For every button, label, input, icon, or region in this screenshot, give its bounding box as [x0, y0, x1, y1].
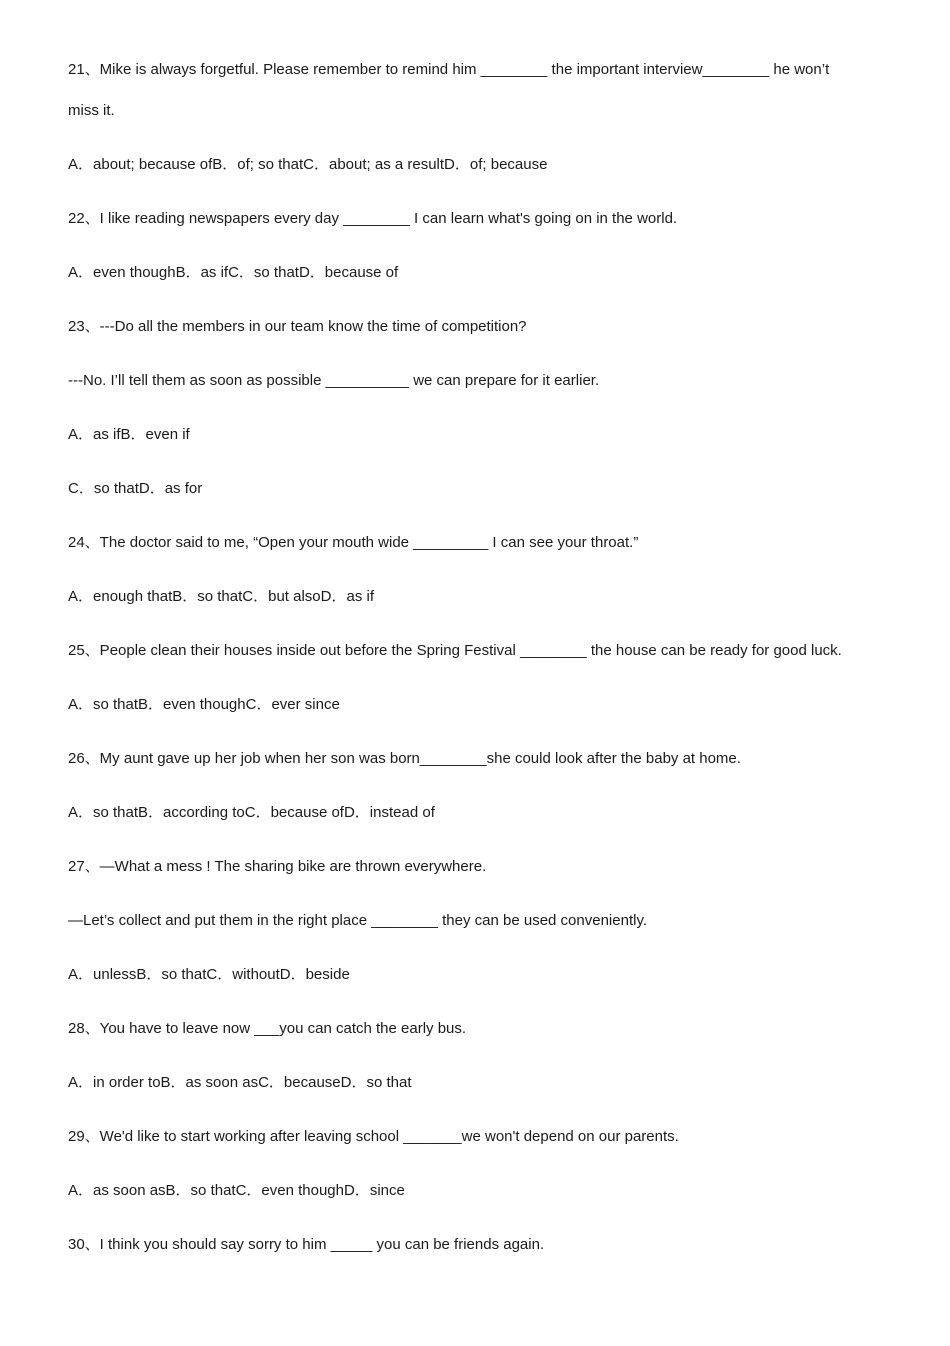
- question-23-stem-line-2: ---No. I’ll tell them as soon as possible __________ we can prepare for it earlier.: [68, 372, 600, 389]
- question-23-options-cd: C．so thatD．as for: [68, 480, 203, 497]
- question-25-stem: 25、People clean their houses inside out before the Spring Festival ________ the house can be ready for good luck.: [68, 642, 842, 659]
- question-26-options: A．so thatB．according toC．because ofD．instead of: [68, 804, 435, 821]
- question-26-stem: 26、My aunt gave up her job when her son was born________she could look after the baby at home.: [68, 750, 741, 767]
- question-22-stem: 22、I like reading newspapers every day ________ I can learn what's going on in the world.: [68, 210, 678, 227]
- question-29-stem: 29、We'd like to start working after leaving school _______we won't depend on our parents.: [68, 1128, 679, 1145]
- question-22-options: A．even thoughB．as ifC．so thatD．because of: [68, 264, 399, 281]
- question-21-stem-line-1: 21、Mike is always forgetful. Please remember to remind him ________ the important interview________ he won’t: [68, 61, 830, 78]
- question-28-options: A．in order toB．as soon asC．becauseD．so that: [68, 1074, 412, 1091]
- question-24-stem: 24、The doctor said to me, “Open your mouth wide _________ I can see your throat.”: [68, 534, 639, 551]
- question-21-stem-line-2: miss it.: [68, 102, 115, 119]
- question-30-stem: 30、I think you should say sorry to him _____ you can be friends again.: [68, 1236, 545, 1253]
- question-24-options: A．enough thatB．so thatC．but alsoD．as if: [68, 588, 374, 605]
- question-27-options: A．unlessB．so thatC．withoutD．beside: [68, 966, 350, 983]
- question-23-options-ab: A．as ifB．even if: [68, 426, 190, 443]
- question-21-options: A．about; because ofB．of; so thatC．about; as a resultD．of; because: [68, 156, 548, 173]
- question-27-stem-line-1: 27、—What a mess ! The sharing bike are thrown everywhere.: [68, 858, 487, 875]
- question-25-options: A．so thatB．even thoughC．ever since: [68, 696, 340, 713]
- question-29-options: A．as soon asB．so thatC．even thoughD．since: [68, 1182, 405, 1199]
- question-28-stem: 28、You have to leave now ___you can catch the early bus.: [68, 1020, 467, 1037]
- question-27-stem-line-2: —Let’s collect and put them in the right place ________ they can be used conveniently.: [68, 912, 647, 929]
- question-23-stem-line-1: 23、---Do all the members in our team know the time of competition?: [68, 318, 527, 335]
